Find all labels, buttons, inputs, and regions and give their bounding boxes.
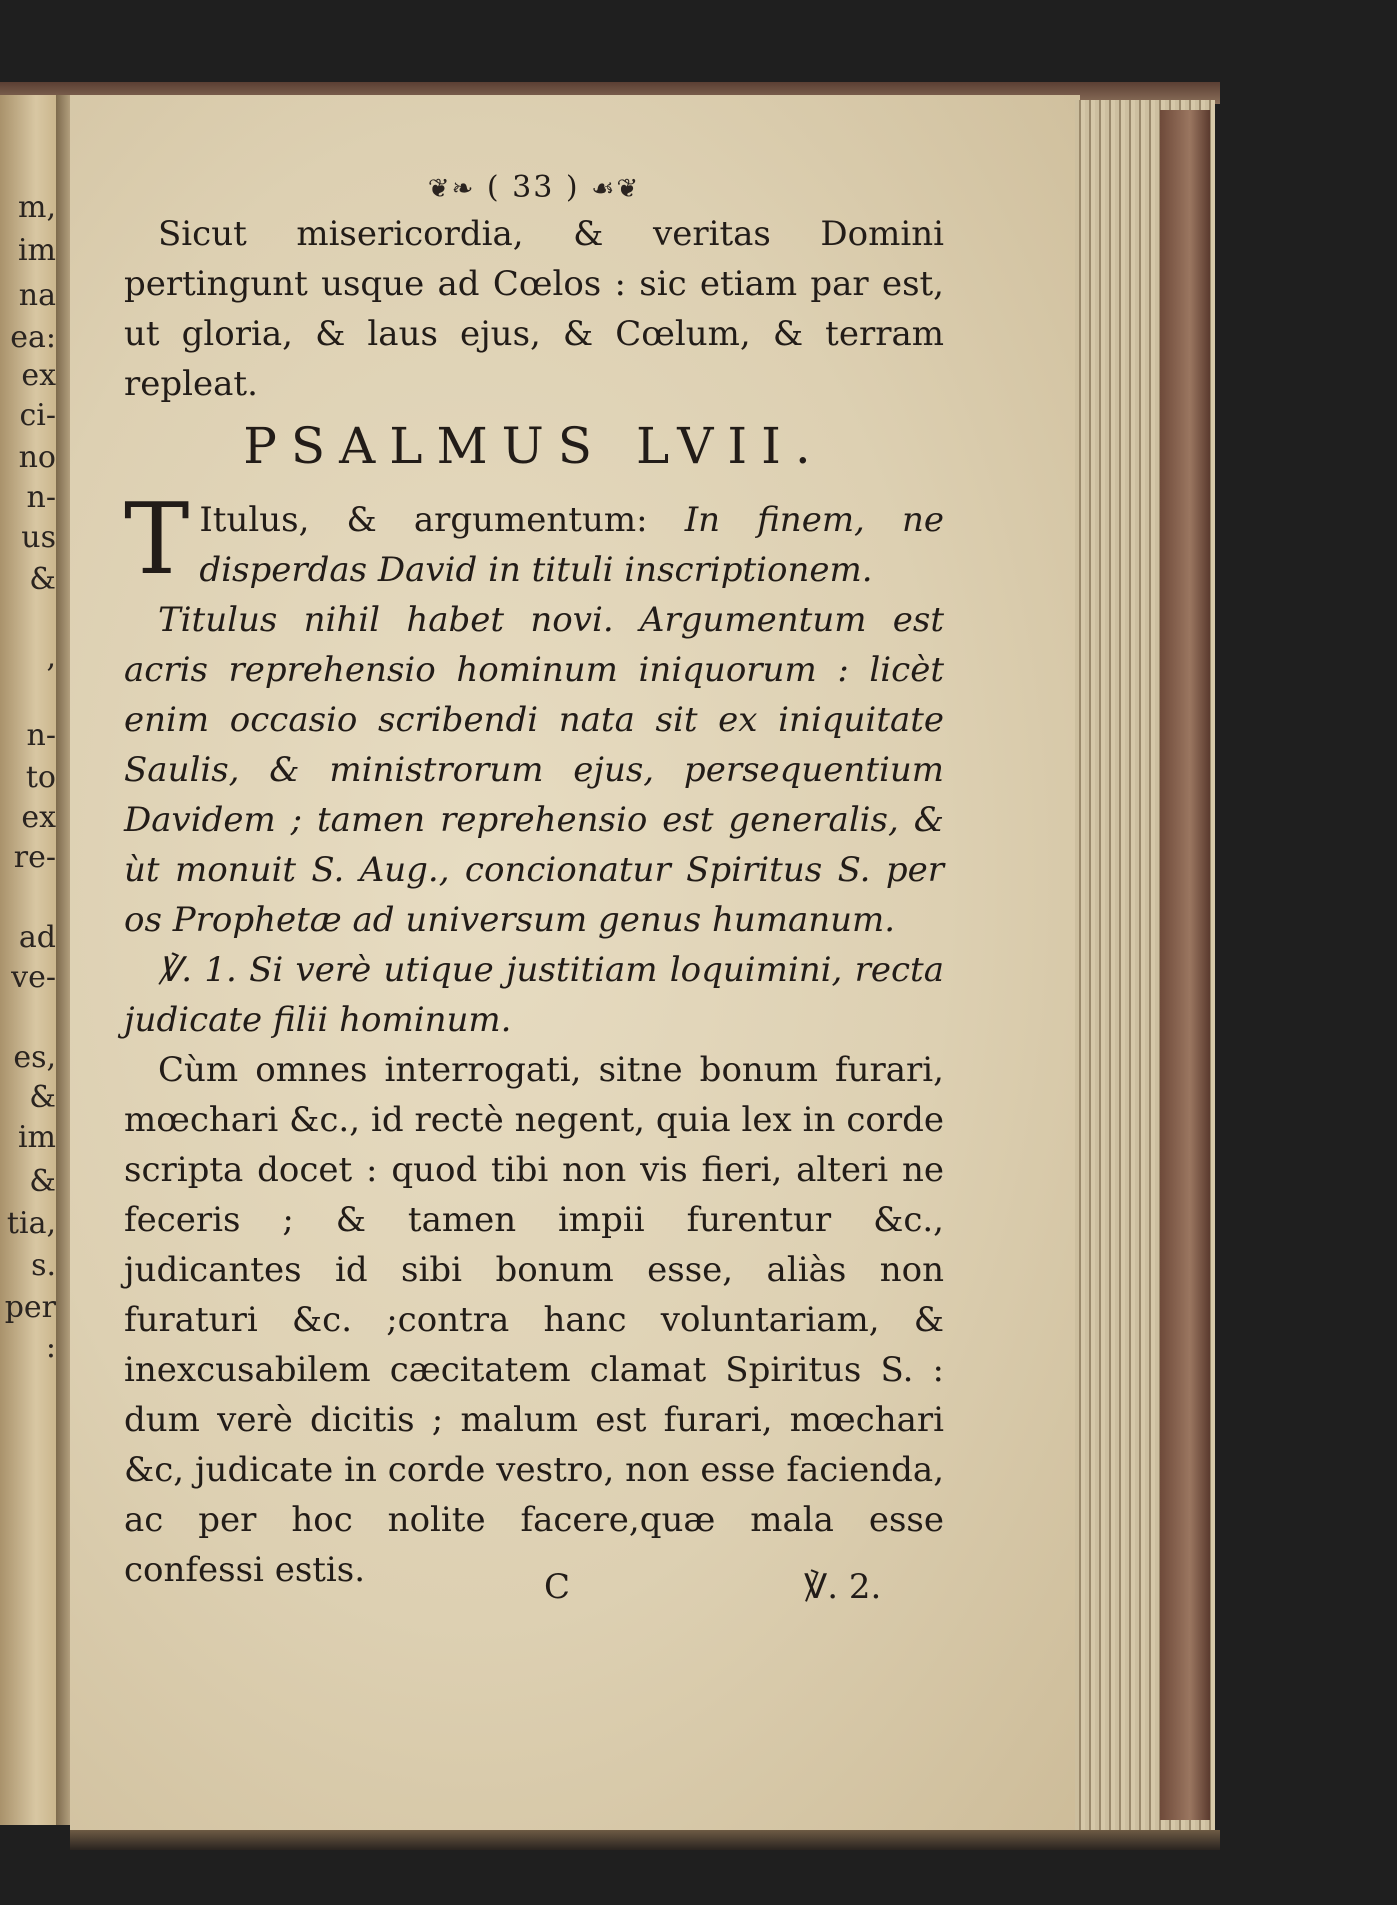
left-ornament-icon: ❦❧ — [427, 174, 476, 204]
left-page-fragment: s. — [31, 1248, 56, 1283]
left-page-fragment: & — [29, 562, 56, 597]
left-page-fragment: : — [45, 1330, 56, 1365]
left-page-fragment: n- — [26, 480, 56, 515]
titulus-italic: In finem, ne disperdas David in tituli inscriptionem. — [199, 500, 944, 590]
verse-1: ℣. 1. Si verè utique justitiam loquimini, recta judicate filii hominum. — [124, 950, 944, 1040]
left-page-fragment: ea: — [10, 320, 56, 355]
left-page-fragment: na — [18, 278, 56, 313]
left-page-fragment: ad — [18, 920, 56, 955]
page-number: ( 33 ) — [486, 170, 580, 205]
page-header — [124, 170, 944, 205]
left-page-fragment: n- — [26, 718, 56, 753]
book-bottom-edge — [70, 1830, 1220, 1850]
left-page-fragment: m, — [18, 190, 56, 225]
left-page-fragment: es, — [13, 1040, 56, 1075]
drop-cap: T — [124, 483, 190, 597]
left-page-fragment: ve- — [11, 960, 56, 995]
left-page-fragment: no — [18, 440, 56, 475]
book-cover-edge — [1160, 110, 1210, 1820]
right-ornament-icon: ☙❦ — [591, 174, 641, 204]
left-page-fragment: ci- — [19, 398, 56, 433]
titulus-paragraph — [124, 483, 944, 597]
left-page-fragment: , — [46, 640, 56, 675]
opening-paragraph: Sicut misericordia, & veritas Domini pertingunt usque ad Cœlos : sic etiam par est, ut gloria, & laus ejus, & Cœlum, & terram repleat. — [124, 214, 944, 404]
left-page-edge — [0, 95, 60, 1825]
titulus-roman: Itulus, & argumentum: — [199, 500, 648, 540]
psalm-title: PSALMUS LVII. — [243, 417, 825, 475]
page-text — [124, 170, 944, 1607]
left-page-fragment: re- — [13, 840, 56, 875]
signature-mark: C — [544, 1567, 571, 1607]
left-page-fragment: im — [17, 1120, 56, 1155]
left-page-fragment: us — [21, 520, 56, 555]
left-page-fragment: ex — [21, 800, 56, 835]
left-page-fragment: & — [29, 1164, 56, 1199]
left-page-fragment: im — [17, 233, 56, 268]
exposition-paragraph: Cùm omnes interrogati, sitne bonum furari, mœchari &c., id rectè negent, quia lex in corde scripta docet : quod tibi non vis fieri, alteri ne feceris ; & tamen impii furentur &c., judicantes id sibi bonum esse, aliàs non furaturi &c. ;contra hanc voluntariam, & inexcusabilem cæcitatem clamat Spiritus S. : dum verè dicitis ; malum est furari, mœchari &c, judicate in corde vestro, non esse facienda, ac per hoc nolite facere,quæ mala esse confessi estis. — [124, 1050, 944, 1590]
left-page-fragment: & — [29, 1080, 56, 1115]
commentary-paragraph: Titulus nihil habet novi. Argumentum est acris reprehensio hominum iniquorum : licèt enim occasio scribendi nata sit ex iniquitate Saulis, & ministrorum ejus, persequentium Davidem ; tamen reprehensio est generalis, & ùt monuit S. Aug., concionatur Spiritus S. per os Prophetæ ad universum genus humanum. — [124, 600, 944, 940]
catchword: ℣. 2. — [804, 1567, 882, 1607]
left-page-fragment: to — [25, 760, 56, 795]
left-page-fragment: ex — [21, 358, 56, 393]
left-page-fragment: per — [4, 1290, 56, 1325]
left-page-fragment: tia, — [6, 1206, 56, 1241]
